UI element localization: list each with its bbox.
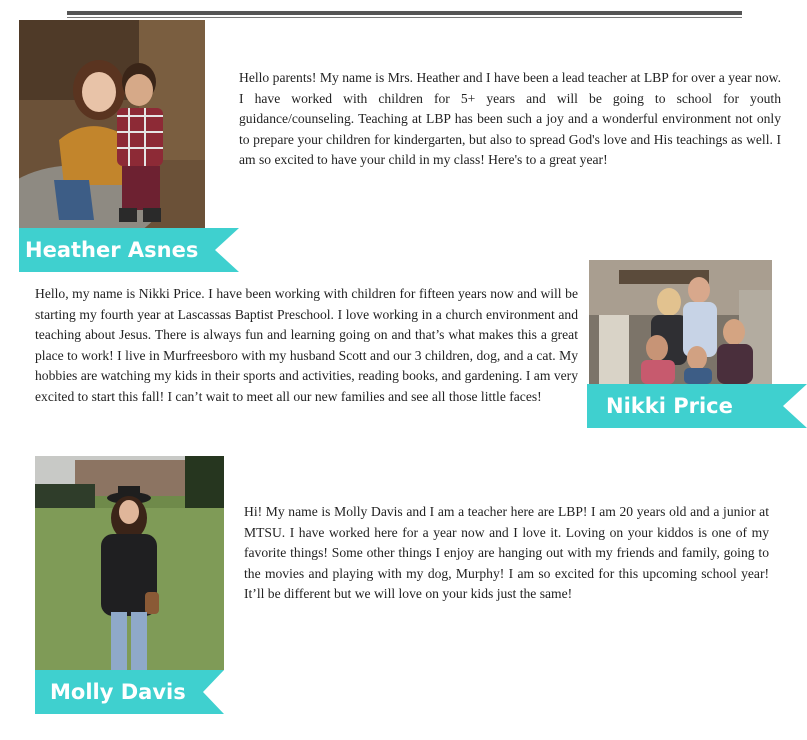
header-rule-thick — [67, 11, 742, 15]
nikki-bio: Hello, my name is Nikki Price. I have been working with children for fifteen years now and will be starting my fourth year at Lascassas Baptist Preschool. I love working in a church environment and teaching about Jesus. There is always fun and learning going on and that’s what makes this a great place to work! I live in Murfreesboro with my husband Scott and our 3 children, dog, and a cat. My hobbies are watching my kids in their sports and activities, reading books, and gardening. I am very excited to start this fall! I can’t wait to meet all our new families and see all those little faces! — [35, 286, 578, 404]
nikki-photo — [589, 260, 772, 384]
heather-photo — [19, 20, 205, 230]
header-rule-thin — [67, 17, 742, 18]
molly-bio: Hi! My name is Molly Davis and I am a teacher here are LBP! I am 20 years old and a junior at MTSU. I have worked here for a year now and I love it. Loving on your kiddos is one of my favorite things! Some other things I enjoy are hanging out with my friends and family, going to the movies and playing with my dog, Murphy! I am so excited for this upcoming school year! It’ll be different but we will love on your kids just the same! — [244, 504, 769, 602]
molly-name: Molly Davis — [50, 680, 186, 704]
nikki-name: Nikki Price — [606, 394, 733, 418]
molly-photo — [35, 456, 224, 670]
heather-bio: Hello parents! My name is Mrs. Heather and I have been a lead teacher at LBP for over a year now. I have worked with children for 5+ years and will be going to school for youth guidance/counseling. Teaching at LBP has been such a joy and a wonderful environment not only to prepare your children for kindergarten, but also to spread God's love and His teachings as well. I am so excited to have your child in my class! Here's to a great year! — [239, 70, 781, 168]
nikki-name-banner — [587, 384, 807, 428]
heather-name: Heather Asnes — [25, 238, 199, 262]
heather-name-banner — [19, 228, 239, 272]
family-photo-icon — [589, 260, 772, 384]
teacher-with-child-photo-icon — [19, 20, 205, 230]
teacher-portrait-photo-icon — [35, 456, 224, 670]
molly-name-banner — [35, 670, 224, 714]
